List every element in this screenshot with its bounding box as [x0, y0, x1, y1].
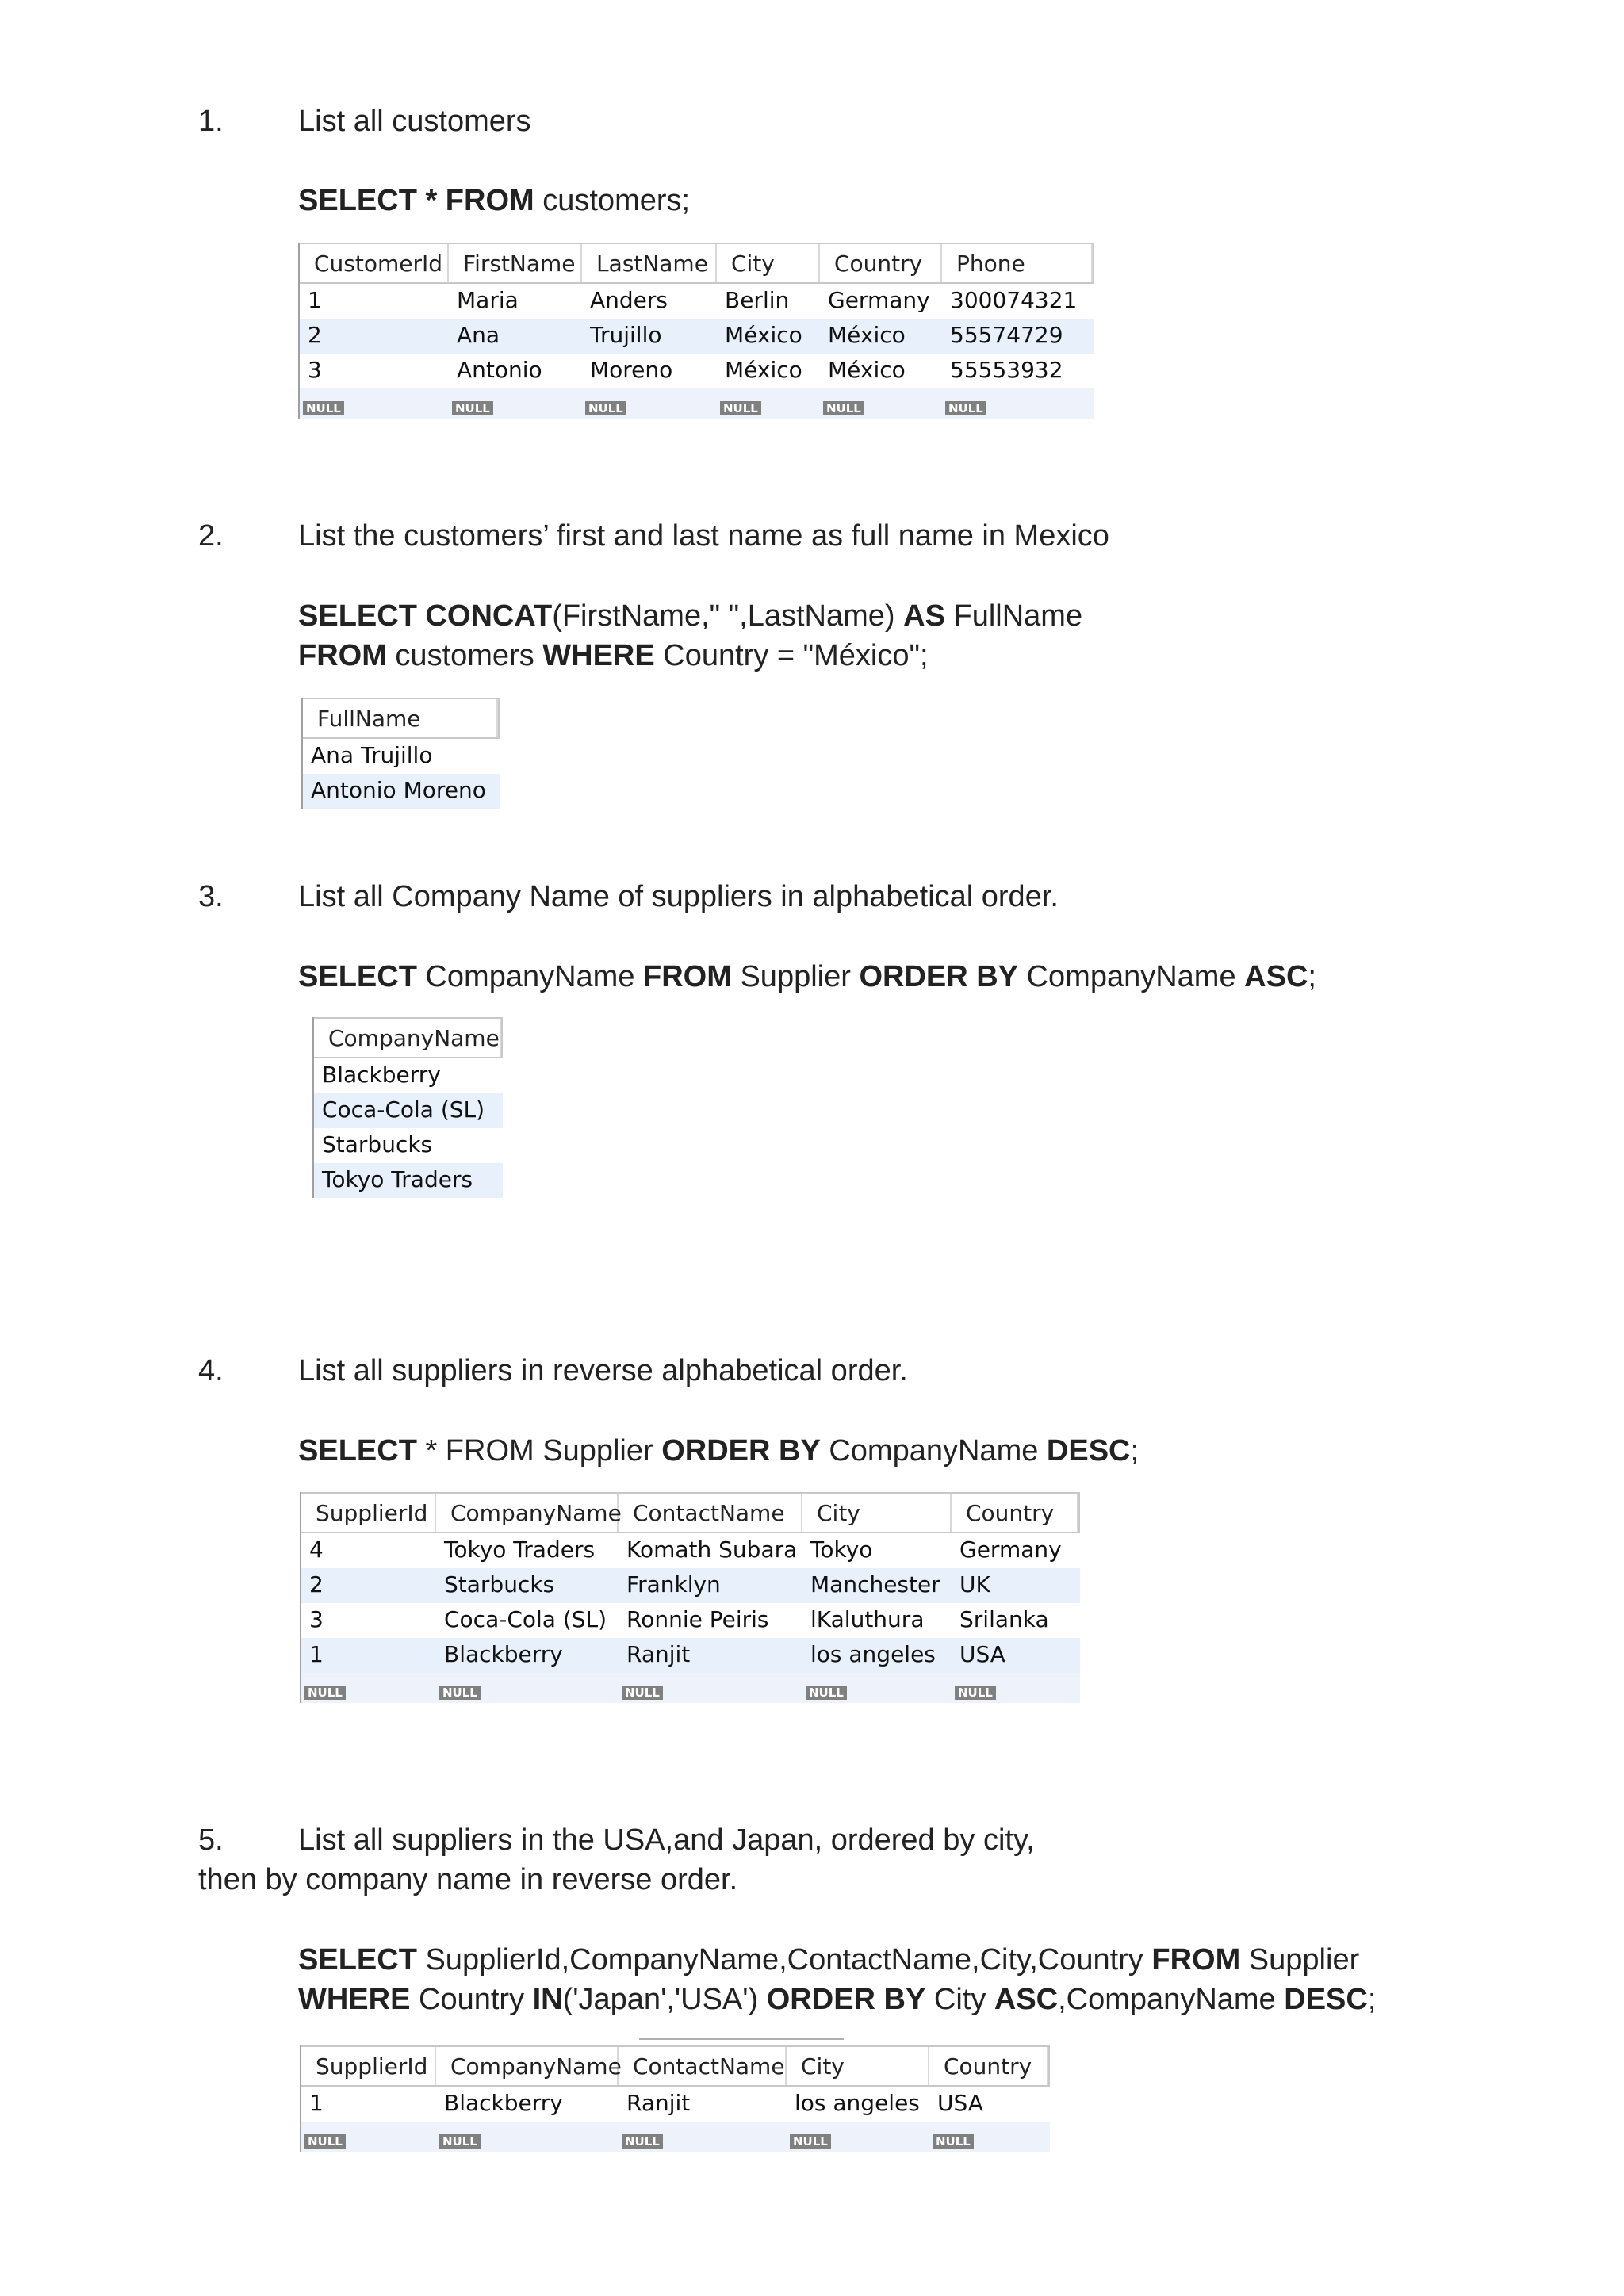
- table-cell[interactable]: USA: [959, 1641, 1005, 1667]
- table-cell[interactable]: Antonio: [457, 357, 542, 383]
- null-cell[interactable]: [820, 388, 942, 419]
- q4-question: List all suppliers in reverse alphabetical order.: [298, 1354, 908, 1387]
- null-badge: NULL: [806, 1686, 847, 1700]
- sql-keyword: FROM: [1151, 1943, 1241, 1976]
- table-cell[interactable]: Tokyo: [810, 1536, 873, 1563]
- q2-question: List the customers’ first and last name as full name in Mexico: [298, 519, 1109, 553]
- q1-question: List all customers: [298, 105, 531, 138]
- column-header[interactable]: Country: [952, 1494, 1078, 1532]
- sql-text: Supplier: [731, 960, 860, 993]
- grid-header: [314, 1017, 503, 1058]
- column-header[interactable]: CustomerId: [300, 244, 449, 282]
- null-badge: NULL: [823, 401, 864, 415]
- sql-text: Country = "México";: [654, 639, 929, 672]
- sql-text: CompanyName: [416, 960, 644, 993]
- null-badge: NULL: [622, 1686, 663, 1700]
- table-row[interactable]: [300, 319, 1094, 354]
- table-cell[interactable]: 1: [309, 1641, 324, 1667]
- sql-text: ;: [1367, 1983, 1377, 2016]
- table-cell[interactable]: 300074321: [950, 287, 1078, 313]
- null-badge: NULL: [439, 2134, 481, 2149]
- sql-keyword: FROM: [298, 639, 387, 672]
- sql-keyword: SELECT * FROM: [298, 184, 534, 217]
- table-cell[interactable]: Blackberry: [322, 1062, 441, 1088]
- sql-text: FullName: [944, 599, 1083, 633]
- sql-text: CompanyName: [1018, 960, 1245, 993]
- sql-keyword: WHERE: [542, 639, 655, 672]
- table-cell[interactable]: Moreno: [590, 357, 673, 383]
- null-badge: NULL: [303, 401, 344, 415]
- table-cell[interactable]: Srilanka: [959, 1606, 1049, 1632]
- q2-sql-line1: [298, 596, 1082, 636]
- null-badge: NULL: [720, 401, 761, 415]
- table-cell[interactable]: Ronnie Peiris: [626, 1606, 769, 1632]
- q3-result-grid: [312, 1017, 503, 1198]
- null-cell[interactable]: [449, 388, 582, 419]
- grid-header: [301, 2045, 1050, 2087]
- null-cell[interactable]: [787, 2122, 929, 2152]
- sql-text: ;: [1130, 1434, 1139, 1468]
- sql-keyword: IN: [532, 1983, 563, 2016]
- table-cell[interactable]: Coca-Cola (SL): [322, 1096, 485, 1123]
- table-cell[interactable]: Franklyn: [626, 1571, 721, 1598]
- q3-number: 3.: [198, 880, 224, 913]
- null-cell[interactable]: [436, 1673, 619, 1703]
- table-cell[interactable]: los angeles: [810, 1641, 936, 1667]
- sql-text: Supplier: [1240, 1943, 1360, 1976]
- q4-result-grid: [300, 1492, 1080, 1703]
- table-cell[interactable]: Anders: [590, 287, 668, 313]
- null-cell[interactable]: [619, 2122, 787, 2152]
- sql-text: City: [925, 1983, 994, 2016]
- null-badge: NULL: [585, 401, 626, 415]
- table-row[interactable]: [303, 739, 500, 774]
- column-header[interactable]: City: [802, 1494, 952, 1532]
- sql-keyword: AS: [903, 599, 945, 633]
- table-cell[interactable]: lKaluthura: [810, 1606, 925, 1632]
- table-cell[interactable]: Germany: [959, 1536, 1062, 1563]
- column-header[interactable]: City: [717, 244, 820, 282]
- sql-keyword: ORDER BY: [661, 1434, 821, 1468]
- null-cell[interactable]: [301, 2122, 436, 2152]
- sql-keyword: ASC: [1244, 960, 1308, 993]
- table-cell[interactable]: Antonio Moreno: [311, 777, 486, 803]
- table-cell[interactable]: México: [828, 357, 906, 383]
- column-header[interactable]: CompanyName: [314, 1019, 501, 1057]
- sql-text: ,CompanyName: [1058, 1983, 1285, 2016]
- table-cell[interactable]: Ranjit: [626, 1641, 691, 1667]
- table-row[interactable]: [300, 354, 1094, 388]
- table-cell[interactable]: México: [828, 322, 906, 348]
- q4-number: 4.: [198, 1354, 224, 1387]
- sql-keyword: FROM: [643, 960, 732, 993]
- q5-result-grid: [300, 2045, 1050, 2152]
- q1-sql: [298, 181, 690, 220]
- table-cell[interactable]: Komath Subara: [626, 1536, 798, 1563]
- sql-text: SupplierId,CompanyName,ContactName,City,Country: [416, 1943, 1152, 1976]
- sql-keyword: SELECT: [298, 1943, 417, 1976]
- column-header[interactable]: FirstName: [449, 244, 582, 282]
- table-row[interactable]: [314, 1093, 503, 1128]
- q4-sql: [298, 1431, 1139, 1471]
- q5-question-line1: List all suppliers in the USA,and Japan, ordered by city,: [298, 1823, 1035, 1857]
- null-cell[interactable]: [717, 388, 820, 419]
- grid-header: [301, 1492, 1080, 1533]
- null-badge: NULL: [452, 401, 493, 415]
- table-row[interactable]: [301, 1533, 1080, 1568]
- null-cell[interactable]: [942, 388, 1093, 419]
- column-header[interactable]: SupplierId: [301, 2047, 436, 2085]
- table-cell[interactable]: Ana: [457, 322, 500, 348]
- null-badge: NULL: [955, 1686, 996, 1700]
- sql-keyword: SELECT: [298, 1434, 417, 1468]
- column-header[interactable]: City: [787, 2047, 929, 2085]
- column-header[interactable]: FullName: [303, 699, 498, 737]
- table-row[interactable]: [314, 1058, 503, 1093]
- table-cell[interactable]: México: [725, 357, 802, 383]
- table-cell[interactable]: Trujillo: [590, 322, 662, 348]
- table-row[interactable]: [300, 284, 1094, 319]
- table-cell[interactable]: Ranjit: [626, 2090, 691, 2116]
- column-header[interactable]: SupplierId: [301, 1494, 436, 1532]
- divider: [639, 2038, 844, 2040]
- q3-question: List all Company Name of suppliers in alphabetical order.: [298, 880, 1059, 913]
- table-row[interactable]: [314, 1163, 503, 1198]
- table-cell[interactable]: USA: [937, 2090, 983, 2116]
- new-row-placeholder[interactable]: [300, 388, 1094, 419]
- null-cell[interactable]: [300, 388, 449, 419]
- table-cell[interactable]: Starbucks: [444, 1571, 555, 1598]
- grid-header: [303, 698, 500, 739]
- sql-text: ('Japan','USA'): [562, 1983, 767, 2016]
- null-badge: NULL: [945, 401, 986, 415]
- sql-keyword: ORDER BY: [859, 960, 1019, 993]
- table-cell[interactable]: los angeles: [795, 2090, 920, 2116]
- null-badge: NULL: [304, 1686, 346, 1700]
- sql-text: ;: [1308, 960, 1316, 993]
- sql-keyword: SELECT: [298, 960, 417, 993]
- column-header[interactable]: CompanyName: [436, 1494, 619, 1532]
- q5-number: 5.: [198, 1823, 224, 1857]
- null-cell[interactable]: [619, 1673, 802, 1703]
- table-cell[interactable]: Maria: [457, 287, 519, 313]
- column-header[interactable]: Country: [820, 244, 942, 282]
- table-cell[interactable]: Blackberry: [444, 1641, 563, 1667]
- q5-sql-line1: [298, 1940, 1359, 1980]
- column-header[interactable]: Country: [929, 2047, 1048, 2085]
- new-row-placeholder[interactable]: [301, 1673, 1080, 1703]
- sql-text: customers: [386, 639, 543, 672]
- table-cell[interactable]: Ana Trujillo: [311, 742, 433, 768]
- table-cell[interactable]: 55553932: [950, 357, 1063, 383]
- table-cell[interactable]: Blackberry: [444, 2090, 563, 2116]
- sql-keyword: DESC: [1284, 1983, 1368, 2016]
- sql-keyword: WHERE: [298, 1983, 411, 2016]
- null-cell[interactable]: [929, 2122, 1048, 2152]
- column-header[interactable]: ContactName: [619, 2047, 787, 2085]
- sql-keyword: ASC: [994, 1983, 1059, 2016]
- column-header[interactable]: ContactName: [619, 1494, 802, 1532]
- null-badge: NULL: [933, 2134, 974, 2149]
- table-cell[interactable]: Coca-Cola (SL): [444, 1606, 607, 1632]
- table-cell[interactable]: Manchester: [810, 1571, 940, 1598]
- sql-keyword: SELECT CONCAT: [298, 599, 553, 633]
- table-cell[interactable]: 1: [308, 287, 322, 313]
- table-cell[interactable]: Tokyo Traders: [444, 1536, 596, 1563]
- null-cell[interactable]: [582, 388, 717, 419]
- table-cell[interactable]: 4: [309, 1536, 324, 1563]
- q5-sql-line2: [298, 1980, 1376, 2019]
- sql-text: customers;: [534, 184, 691, 217]
- table-cell[interactable]: 55574729: [950, 322, 1063, 348]
- table-row[interactable]: [301, 1568, 1080, 1603]
- column-header[interactable]: CompanyName: [436, 2047, 619, 2085]
- table-row[interactable]: [301, 2087, 1050, 2122]
- q2-sql-line2: [298, 636, 929, 675]
- column-header[interactable]: Phone: [942, 244, 1093, 282]
- q1-result-grid: [298, 243, 1094, 419]
- table-cell[interactable]: UK: [959, 1571, 990, 1598]
- table-cell[interactable]: 3: [309, 1606, 324, 1632]
- table-row[interactable]: [301, 1638, 1080, 1673]
- sql-text: (FirstName," ",LastName): [552, 599, 904, 633]
- sql-text: * FROM Supplier: [416, 1434, 662, 1468]
- null-badge: NULL: [790, 2134, 831, 2149]
- null-badge: NULL: [622, 2134, 663, 2149]
- q3-sql: [298, 957, 1316, 997]
- null-cell[interactable]: [952, 1673, 1078, 1703]
- q2-number: 2.: [198, 519, 224, 553]
- table-cell[interactable]: 2: [308, 322, 322, 348]
- table-cell[interactable]: Germany: [828, 287, 930, 313]
- null-cell[interactable]: [802, 1673, 952, 1703]
- sql-keyword: DESC: [1046, 1434, 1131, 1468]
- table-cell[interactable]: 2: [309, 1571, 324, 1598]
- table-cell[interactable]: Starbucks: [322, 1131, 433, 1158]
- table-row[interactable]: [314, 1128, 503, 1163]
- sql-text: Country: [410, 1983, 533, 2016]
- table-cell[interactable]: México: [725, 322, 802, 348]
- q5-question-line2: then by company name in reverse order.: [198, 1863, 738, 1896]
- null-cell[interactable]: [301, 1673, 436, 1703]
- new-row-placeholder[interactable]: [301, 2122, 1050, 2152]
- q1-number: 1.: [198, 105, 224, 138]
- table-cell[interactable]: 3: [308, 357, 322, 383]
- sql-keyword: ORDER BY: [766, 1983, 926, 2016]
- grid-header: [300, 243, 1094, 284]
- null-badge: NULL: [439, 1686, 481, 1700]
- table-row[interactable]: [301, 1603, 1080, 1638]
- table-row[interactable]: [303, 774, 500, 809]
- sql-text: CompanyName: [820, 1434, 1047, 1468]
- table-cell[interactable]: Tokyo Traders: [322, 1166, 473, 1192]
- null-badge: NULL: [304, 2134, 346, 2149]
- q2-result-grid: [301, 698, 500, 809]
- column-header[interactable]: LastName: [582, 244, 717, 282]
- table-cell[interactable]: 1: [309, 2090, 324, 2116]
- null-cell[interactable]: [436, 2122, 619, 2152]
- table-cell[interactable]: Berlin: [725, 287, 790, 313]
